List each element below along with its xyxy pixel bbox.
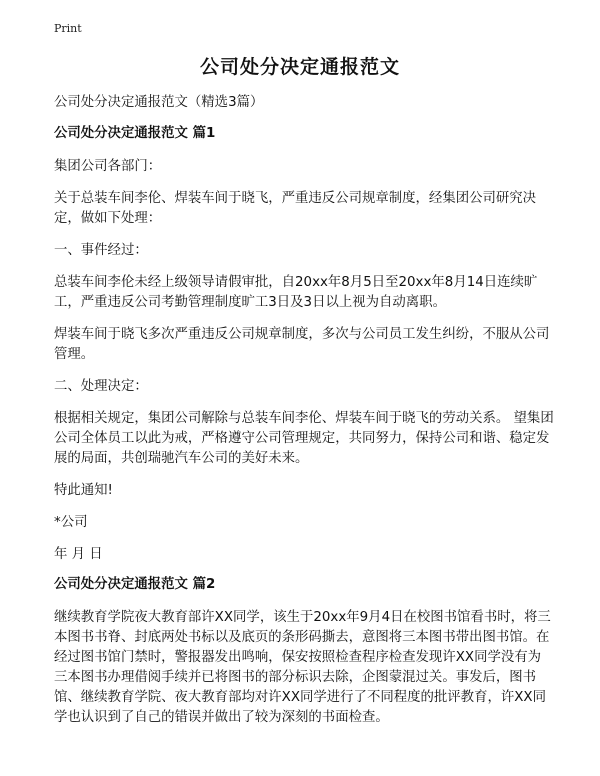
- salutation: 集团公司各部门：: [54, 159, 162, 174]
- part2-heading: 二、处理决定：: [54, 379, 148, 394]
- part2-paragraph-1: 根据相关规定，集团公司解除与总装车间李伦、焊装车间于晓飞的劳动关系。 望集团公司全体员工以此为戒，严格遵守公司管理规定，共同努力，保持公司和谐、稳定发展的局面，共创瑞驰汽车公司的美好未来。: [54, 411, 554, 466]
- notice-line: 特此通知!: [54, 483, 113, 498]
- section2-paragraph-1: 继续教育学院夜大教育部许XX同学，该生于20xx年9月4日在校图书馆看书时，将三本图书书脊、封底两处书标以及底页的条形码撕去，意图将三本图书带出图书馆。在经过图书馆门禁时，警报器发出鸣响，保安按照检查程序检查发现许XX同学没有为三本图书办理借阅手续并已将图书的部分标识去除，企图蒙混过关。事发后，图书馆、继续教育学院、夜大教育部均对许XX同学进行了不同程度的批评教育，许XX同学也认识到了自己的错误并做出了较为深刻的书面检查。: [54, 610, 551, 725]
- section-heading-2: 公司处分决定通报范文 篇2: [54, 577, 216, 592]
- signature-line: *公司: [54, 515, 88, 530]
- print-link[interactable]: Print: [54, 22, 82, 35]
- part1-paragraph-2: 焊装车间于晓飞多次严重违反公司规章制度，多次与公司员工发生纠纷，不服从公司管理。: [54, 327, 550, 362]
- intro-paragraph: 关于总装车间李伦、焊装车间于晓飞，严重违反公司规章制度，经集团公司研究决定，做如下处理：: [54, 191, 537, 226]
- page-title: 公司处分决定通报范文: [199, 56, 400, 78]
- part1-heading: 一、事件经过：: [54, 243, 148, 258]
- section-heading-1: 公司处分决定通报范文 篇1: [54, 126, 216, 141]
- document-body: [54, 93, 554, 740]
- document-subtitle: 公司处分决定通报范文（精选3篇）: [54, 95, 264, 110]
- part1-paragraph-1: 总装车间李伦未经上级领导请假审批，自20xx年8月5日至20xx年8月14日连续旷工，严重违反公司考勤管理制度旷工3日及3日以上视为自动离职。: [54, 275, 538, 310]
- date-line: 年 月 日: [54, 547, 103, 562]
